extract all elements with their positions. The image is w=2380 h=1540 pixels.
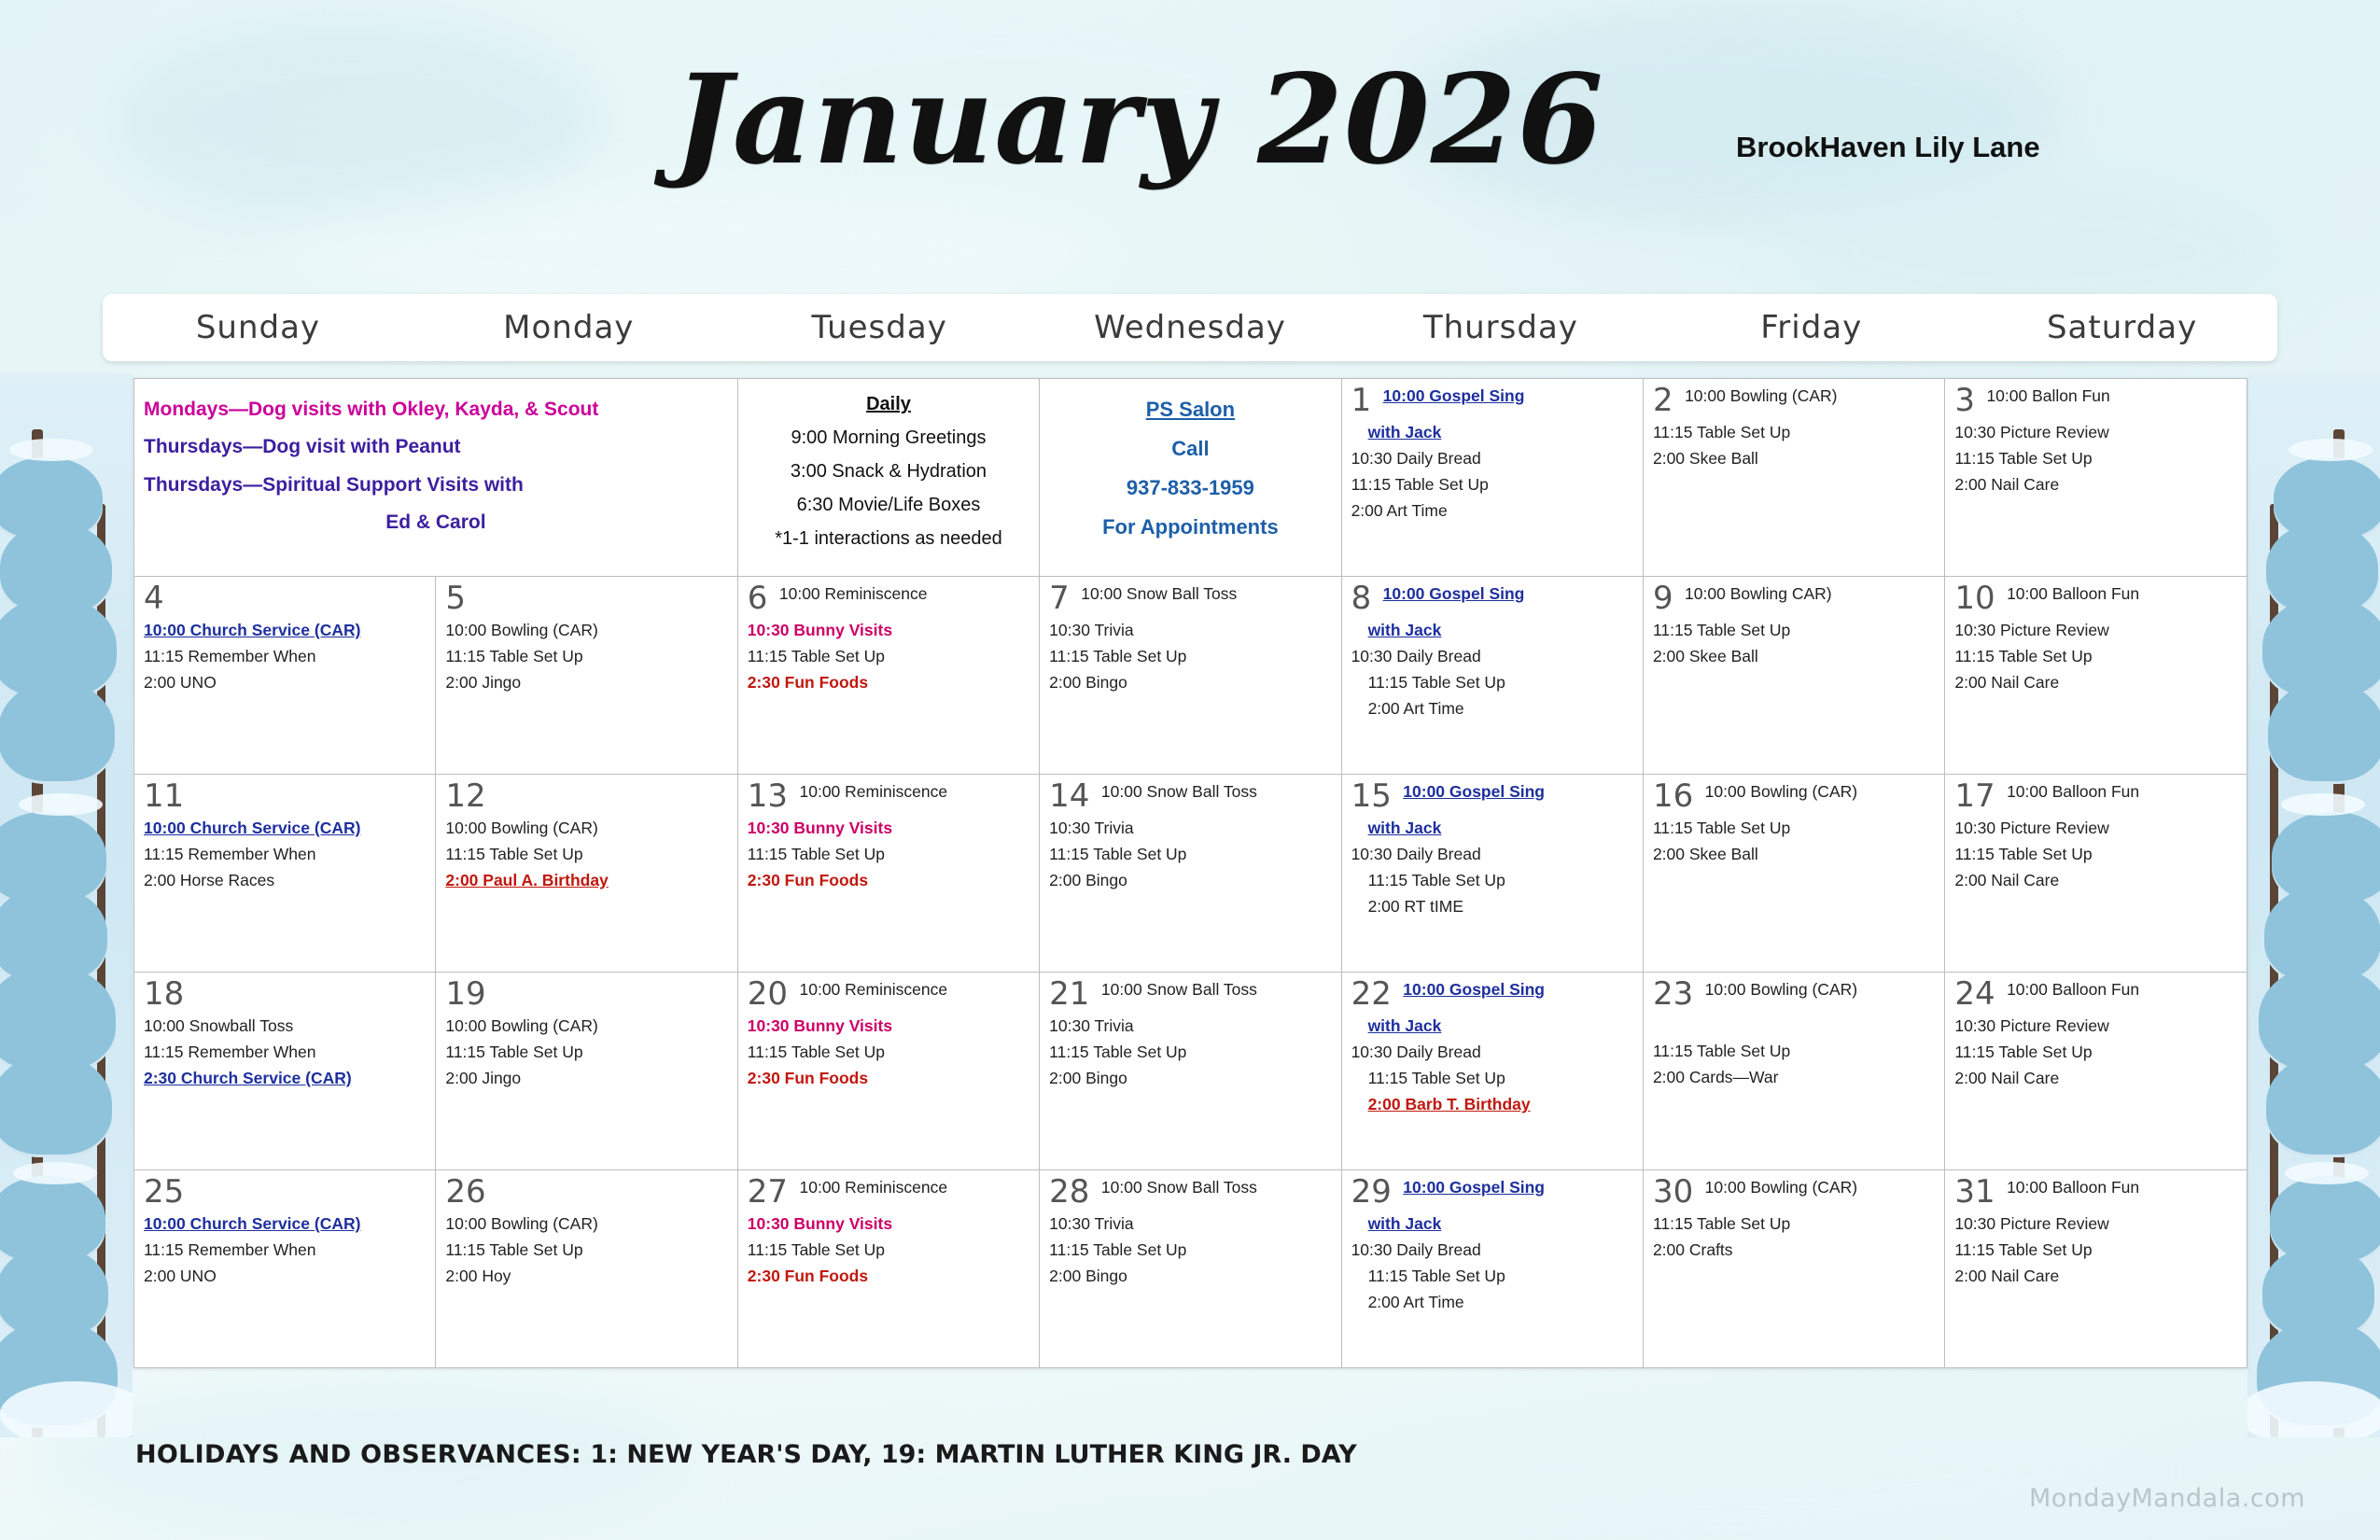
day-cell-15[interactable] (1342, 775, 1644, 973)
calendar-week-1 (134, 379, 2247, 577)
day-number: 25 (144, 1173, 185, 1211)
holidays-label: HOLIDAYS AND OBSERVANCES: (135, 1440, 581, 1469)
day-number: 2 (1652, 382, 1673, 419)
day-cell-20[interactable] (738, 973, 1040, 1170)
event: 11:15 Remember When (144, 1043, 316, 1061)
day-number: 9 (1652, 580, 1673, 617)
event: 10:00 Snow Ball Toss (1100, 980, 1257, 999)
event: 11:15 Table Set Up (1351, 475, 1489, 494)
event: 10:30 Daily Bread (1351, 1240, 1481, 1259)
daily-item-1: 9:00 Morning Greetings (791, 427, 987, 448)
day-cell-17[interactable] (1945, 775, 2247, 973)
event: 2:00 RT tIME (1367, 897, 1464, 916)
event: 10:30 Trivia (1049, 1214, 1134, 1233)
event: 10:30 Bunny Visits (747, 621, 893, 639)
day-cell-14[interactable] (1040, 775, 1341, 973)
event: 11:15 Remember When (144, 1240, 316, 1259)
day-cell-30[interactable] (1644, 1170, 1945, 1368)
day-cell-2[interactable] (1644, 379, 1945, 577)
daily-item-2: 3:00 Snack & Hydration (790, 461, 987, 482)
day-number: 30 (1652, 1173, 1694, 1211)
day-number: 5 (445, 580, 467, 617)
event: 10:00 Reminiscence (778, 584, 928, 603)
holidays-text: 1: NEW YEAR'S DAY, 19: MARTIN LUTHER KING JR. DAY (581, 1440, 1357, 1469)
event: 10:30 Trivia (1049, 621, 1134, 639)
day-cell-19[interactable] (436, 973, 737, 1170)
event: 11:15 Table Set Up (445, 845, 583, 863)
event: 10:30 Picture Review (1954, 423, 2109, 441)
event: 2:30 Fun Foods (747, 871, 869, 889)
event: 10:30 Picture Review (1954, 1214, 2109, 1233)
event: 11:15 Table Set Up (1954, 1043, 2093, 1061)
day-number: 6 (747, 580, 768, 617)
event: 2:00 Nail Care (1954, 1069, 2060, 1087)
event: 2:00 Paul A. Birthday (445, 871, 609, 889)
salon-title: PS Salon (1145, 398, 1236, 421)
event: 11:15 Table Set Up (1652, 1214, 1791, 1233)
day-number: 24 (1954, 975, 1995, 1013)
day-cell-21[interactable] (1040, 973, 1341, 1170)
day-cell-1[interactable] (1342, 379, 1644, 577)
event: 11:15 Table Set Up (1954, 647, 2093, 665)
weekday-monday: Monday (503, 309, 635, 346)
event: 10:00 Balloon Fun (2007, 584, 2140, 603)
day-cell-22[interactable] (1342, 973, 1644, 1170)
event: 11:15 Table Set Up (1367, 1069, 1505, 1087)
event: with Jack (1367, 1016, 1442, 1035)
calendar-grid (133, 378, 2247, 1368)
event: 2:00 Nail Care (1954, 871, 2060, 889)
event: 10:00 Ballon Fun (1986, 386, 2110, 405)
event: 10:00 Balloon Fun (2007, 1178, 2140, 1197)
event: 10:00 Bowling (CAR) (1704, 782, 1858, 801)
event: 11:15 Table Set Up (1652, 621, 1791, 639)
calendar-week-2 (134, 577, 2247, 775)
day-number: 29 (1351, 1173, 1392, 1211)
day-number: 17 (1954, 777, 1995, 815)
day-number: 16 (1652, 777, 1694, 815)
event: 10:00 Bowling (CAR) (1704, 1178, 1858, 1197)
event: 11:15 Table Set Up (1652, 1042, 1791, 1060)
day-number: 4 (144, 580, 164, 617)
event: 10:00 Balloon Fun (2007, 782, 2140, 801)
day-cell-10[interactable] (1945, 577, 2247, 775)
day-number: 15 (1351, 777, 1392, 815)
event: 10:30 Daily Bread (1351, 1043, 1481, 1061)
day-cell-16[interactable] (1644, 775, 1945, 973)
event: 2:30 Fun Foods (747, 673, 869, 692)
event: 10:30 Picture Review (1954, 819, 2109, 837)
day-cell-24[interactable] (1945, 973, 2247, 1170)
day-number: 23 (1652, 975, 1694, 1013)
day-number: 22 (1351, 975, 1392, 1013)
event: 10:00 Bowling (CAR) (1685, 386, 1838, 405)
event: 10:30 Bunny Visits (747, 1214, 893, 1233)
day-number: 13 (747, 777, 789, 815)
event: 10:30 Daily Bread (1351, 449, 1481, 468)
event: 11:15 Table Set Up (445, 1043, 583, 1061)
event: 10:30 Picture Review (1954, 1016, 2109, 1035)
event: 2:00 Nail Care (1954, 1267, 2060, 1285)
page-title: January 2026 (673, 48, 1604, 192)
day-number: 7 (1049, 580, 1070, 617)
event: 10:00 Balloon Fun (2007, 980, 2140, 999)
event: 10:00 Reminiscence (799, 1178, 948, 1197)
event: 11:15 Table Set Up (1049, 647, 1187, 665)
calendar-week-5 (134, 1170, 2247, 1368)
weekday-friday: Friday (1760, 309, 1863, 346)
event: 10:00 Gospel Sing (1403, 980, 1545, 999)
day-number: 11 (144, 777, 185, 815)
day-number: 8 (1351, 580, 1372, 617)
event: 10:00 Bowling (CAR) (445, 621, 598, 639)
event: 11:15 Table Set Up (1367, 673, 1505, 692)
day-number: 26 (445, 1173, 486, 1211)
winter-tree-border-right (2247, 373, 2380, 1437)
event: 11:15 Table Set Up (1954, 1240, 2093, 1259)
day-number: 12 (445, 777, 486, 815)
event: 11:15 Table Set Up (445, 647, 583, 665)
day-cell-18[interactable] (134, 973, 436, 1170)
calendar-week-4 (134, 973, 2247, 1170)
event: 2:00 Jingo (445, 673, 522, 692)
calendar-week-3 (134, 775, 2247, 973)
event: 2:00 Bingo (1049, 673, 1127, 692)
day-cell-4[interactable] (134, 577, 436, 775)
note-thursdays-dog: Thursdays—Dog visit with Peanut (144, 436, 461, 458)
salon-info-cell (1040, 379, 1341, 577)
event: 10:00 Snow Ball Toss (1100, 1178, 1257, 1197)
event: 2:00 Art Time (1367, 1293, 1464, 1311)
weekday-thursday: Thursday (1422, 309, 1578, 346)
event: 2:00 Hoy (445, 1267, 511, 1285)
day-cell-11[interactable] (134, 775, 436, 973)
event: with Jack (1367, 621, 1442, 639)
winter-tree-border-left (0, 373, 133, 1437)
day-number: 3 (1954, 382, 1975, 419)
event: 11:15 Table Set Up (1049, 845, 1187, 863)
notes-cell (134, 379, 738, 577)
event: 11:15 Table Set Up (1652, 819, 1791, 837)
day-cell-6[interactable] (738, 577, 1040, 775)
event: 10:00 Gospel Sing (1382, 386, 1525, 405)
event: 2:00 Art Time (1367, 699, 1464, 718)
day-cell-12[interactable] (436, 775, 737, 973)
day-number: 31 (1954, 1173, 1995, 1211)
event: 2:00 Horse Races (144, 871, 275, 889)
event: 10:00 Snow Ball Toss (1100, 782, 1257, 801)
day-cell-13[interactable] (738, 775, 1040, 973)
note-mondays: Mondays—Dog visits with Okley, Kayda, & Scout (144, 399, 599, 420)
event: 10:00 Bowling (CAR) (1704, 980, 1858, 999)
daily-schedule-cell (738, 379, 1040, 577)
weekday-sunday: Sunday (195, 309, 321, 346)
day-cell-25[interactable] (134, 1170, 436, 1368)
event: 11:15 Table Set Up (747, 1240, 886, 1259)
weekday-wednesday: Wednesday (1094, 309, 1286, 346)
event: 2:00 UNO (144, 673, 217, 692)
event: 10:00 Church Service (CAR) (144, 819, 361, 837)
event: 10:30 Daily Bread (1351, 845, 1481, 863)
event: 11:15 Table Set Up (1367, 871, 1505, 889)
day-cell-7[interactable] (1040, 577, 1341, 775)
event: 11:15 Table Set Up (1954, 449, 2093, 468)
event: 10:30 Bunny Visits (747, 1016, 893, 1035)
weekday-header (103, 294, 2277, 361)
salon-appointments-label: For Appointments (1102, 515, 1279, 539)
watercolor-blot (1307, 1400, 2147, 1540)
event: 10:30 Daily Bread (1351, 647, 1481, 665)
event: 10:00 Snow Ball Toss (1081, 584, 1238, 603)
day-cell-28[interactable] (1040, 1170, 1341, 1368)
event: 11:15 Remember When (144, 845, 316, 863)
event: 2:00 UNO (144, 1267, 217, 1285)
event: 11:15 Table Set Up (1954, 845, 2093, 863)
event: 10:30 Trivia (1049, 1016, 1134, 1035)
note-thursdays-spiritual: Thursdays—Spiritual Support Visits with (144, 473, 524, 496)
event: 2:00 Bingo (1049, 871, 1127, 889)
event: 2:00 Cards—War (1652, 1068, 1779, 1086)
event: 10:00 Bowling CAR) (1685, 584, 1832, 603)
event: 2:00 Skee Ball (1652, 647, 1758, 665)
event: 10:00 Gospel Sing (1403, 1178, 1545, 1197)
day-cell-23[interactable] (1644, 973, 1945, 1170)
salon-call-label: Call (1171, 437, 1210, 460)
daily-item-3: 6:30 Movie/Life Boxes (796, 495, 981, 515)
event: 10:00 Gospel Sing (1403, 782, 1545, 801)
event: 10:00 Bowling (CAR) (445, 1214, 598, 1233)
day-number: 21 (1049, 975, 1090, 1013)
day-number: 18 (144, 975, 185, 1013)
salon-phone: 937-833-1959 (1126, 476, 1254, 499)
event: 10:30 Bunny Visits (747, 819, 893, 837)
event: 10:00 Church Service (CAR) (144, 621, 361, 639)
event: 10:30 Trivia (1049, 819, 1134, 837)
day-cell-27[interactable] (738, 1170, 1040, 1368)
event: 10:30 Picture Review (1954, 621, 2109, 639)
event: 11:15 Table Set Up (747, 845, 886, 863)
day-cell-5[interactable] (436, 577, 737, 775)
day-cell-26[interactable] (436, 1170, 737, 1368)
event: 2:00 Bingo (1049, 1267, 1127, 1285)
event: 2:00 Bingo (1049, 1069, 1127, 1087)
day-number: 1 (1351, 382, 1372, 419)
event: 10:00 Bowling (CAR) (445, 1016, 598, 1035)
event: 2:00 Art Time (1351, 501, 1448, 520)
event: 2:30 Fun Foods (747, 1069, 869, 1087)
holidays-observances (135, 1440, 1357, 1469)
note-thursdays-spiritual-names: Ed & Carol (385, 511, 486, 533)
day-number: 19 (445, 975, 486, 1013)
event: 10:00 Reminiscence (799, 782, 948, 801)
weekday-saturday: Saturday (2046, 309, 2198, 346)
day-cell-8[interactable] (1342, 577, 1644, 775)
event: 11:15 Table Set Up (1367, 1267, 1505, 1285)
day-cell-9[interactable] (1644, 577, 1945, 775)
daily-item-4: *1-1 interactions as needed (775, 528, 1002, 549)
watermark: MondayMandala.com (2028, 1484, 2305, 1513)
event: 10:00 Snowball Toss (144, 1016, 294, 1035)
event: 11:15 Table Set Up (747, 1043, 886, 1061)
event: 2:00 Nail Care (1954, 673, 2060, 692)
day-number: 27 (747, 1173, 789, 1211)
event: 11:15 Table Set Up (1652, 423, 1791, 441)
facility-name: BrookHaven Lily Lane (1736, 131, 2040, 163)
event: 11:15 Remember When (144, 647, 316, 665)
event: 2:30 Fun Foods (747, 1267, 869, 1285)
event: 11:15 Table Set Up (1049, 1043, 1187, 1061)
day-number: 14 (1049, 777, 1090, 815)
event: 10:00 Reminiscence (799, 980, 948, 999)
event: with Jack (1367, 819, 1442, 837)
event: 2:00 Crafts (1652, 1240, 1733, 1259)
event: 2:30 Church Service (CAR) (144, 1069, 352, 1087)
event: with Jack (1367, 423, 1442, 441)
event: 2:00 Skee Ball (1652, 449, 1758, 468)
event: 11:15 Table Set Up (747, 647, 886, 665)
day-cell-3[interactable] (1945, 379, 2247, 577)
day-cell-29[interactable] (1342, 1170, 1644, 1368)
event: 2:00 Jingo (445, 1069, 522, 1087)
day-number: 10 (1954, 580, 1995, 617)
event: 2:00 Skee Ball (1652, 845, 1758, 863)
weekday-tuesday: Tuesday (811, 309, 947, 346)
day-cell-31[interactable] (1945, 1170, 2247, 1368)
event: 11:15 Table Set Up (445, 1240, 583, 1259)
event: 11:15 Table Set Up (1049, 1240, 1187, 1259)
day-number: 28 (1049, 1173, 1090, 1211)
daily-title: Daily (866, 394, 911, 414)
event: 10:00 Church Service (CAR) (144, 1214, 361, 1233)
event: with Jack (1367, 1214, 1442, 1233)
event: 2:00 Barb T. Birthday (1367, 1095, 1531, 1113)
event: 10:00 Gospel Sing (1382, 584, 1525, 603)
event: 2:00 Nail Care (1954, 475, 2060, 494)
day-number: 20 (747, 975, 789, 1013)
event: 10:00 Bowling (CAR) (445, 819, 598, 837)
